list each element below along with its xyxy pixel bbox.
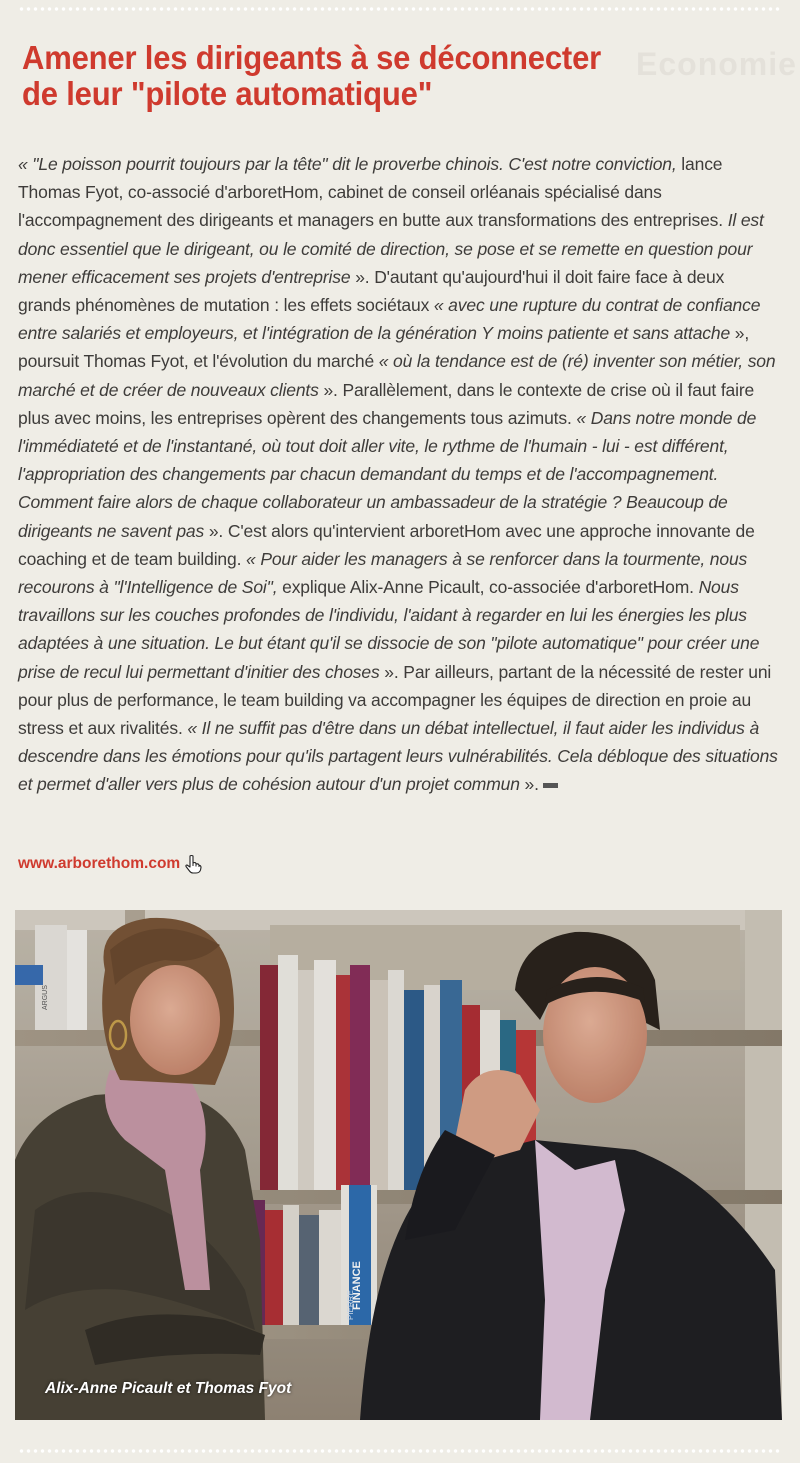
hand-pointer-icon (184, 854, 202, 874)
article-body (18, 150, 780, 799)
quote-segment: « Pour aider les managers à se renforcer dans la tourmente, nous recourons à "l'Intelligence de Soi", (18, 548, 748, 598)
text-segment: lance Thomas Fyot, co-associé d'arboretHom, cabinet de conseil orléanais spécialisé dans l'accompagnement des dirigeants et managers en butte aux transformations des entreprises. (18, 154, 728, 231)
text-segment: explique Alix-Anne Picault, co-associée d'arboretHom. (282, 577, 699, 598)
article-headline (22, 40, 699, 112)
website-link-row (18, 852, 202, 876)
quote-segment: « où la tendance est de (ré) inventer son métier, son marché et de créer de nouveaux clients (18, 351, 776, 400)
text-segment: ». Parallèlement, dans le contexte de crise où il faut faire plus avec moins, les entreprises opèrent des changements tous azimuts. (18, 379, 755, 428)
website-link[interactable]: www.arborethom.com (18, 855, 181, 872)
portrait-photo (15, 910, 782, 1420)
quote-segment: « avec une rupture du contrat de confiance entre salariés et employeurs, et l'intégration de la génération Y moins patiente et sans attache (18, 295, 761, 344)
quote-segment: Il est donc essentiel que le dirigeant, ou le comité de direction, se pose et se remette en question pour mener efficacement ses projets d'entreprise (18, 210, 764, 287)
headline-line-2: de leur "pilote automatique" (22, 75, 433, 112)
text-segment: », poursuit Thomas Fyot, et l'évolution du marché (18, 323, 750, 372)
book-spine-finance: FINANCE (351, 1261, 363, 1310)
quote-segment: « "Le poisson pourrit toujours par la tête" dit le proverbe chinois. C'est notre conviction, (18, 154, 682, 174)
ghost-section-heading: Economie (636, 46, 797, 82)
book-spine-argus: ARGUS (42, 985, 49, 1010)
quote-segment: Nous travaillons sur les couches profondes de l'individu, l'aidant à regarder en lui les énergies les plus adaptées à une situation. Le but étant qu'il se dissocie de son "pilote automatique" pour créer une prise de recul lui permettant d'initier des choses (18, 577, 760, 682)
text-segment: ». (524, 774, 539, 795)
photo-caption: Alix-Anne Picault et Thomas Fyot (45, 1380, 292, 1397)
quote-segment: « Il ne suffit pas d'être dans un débat intellectuel, il faut aider les individus à descendre dans les émotions pour qu'ils partagent leurs vulnérabilités. Cela débloque des situations et permet d'aller vers plus de cohésion autour d'un projet commun (18, 718, 778, 795)
text-segment: ». Par ailleurs, partant de la nécessité de rester uni pour plus de performance, le team building va accompagner les équipes de direction en proie au stress et aux rivalités. (18, 661, 772, 739)
headline-line-1: Amener les dirigeants à se déconnecter (22, 39, 602, 76)
article-end-mark (543, 783, 558, 788)
top-dotted-border (18, 6, 782, 12)
text-segment: ». C'est alors qu'intervient arboretHom avec une approche innovante de coaching et de team building. (18, 520, 755, 569)
quote-segment: « Dans notre monde de l'immédiateté et de l'instantané, où tout doit aller vite, le rythme de l'humain - lui - est différent, l'appropriation des changements par chacun demandant du temps et de l'accompagnement. Comment faire alors de chaque collaborateur un ambassadeur de la stratégie ? Beaucoup de dirigeants ne savent pas (18, 407, 757, 541)
photo-illustration (15, 910, 782, 1420)
text-segment: ». D'autant qu'aujourd'hui il doit faire face à deux grands phénomènes de mutation : les effets sociétaux (18, 266, 725, 316)
bottom-dotted-border (18, 1448, 782, 1454)
book-spine-pierre: PIERRE (346, 1290, 355, 1320)
